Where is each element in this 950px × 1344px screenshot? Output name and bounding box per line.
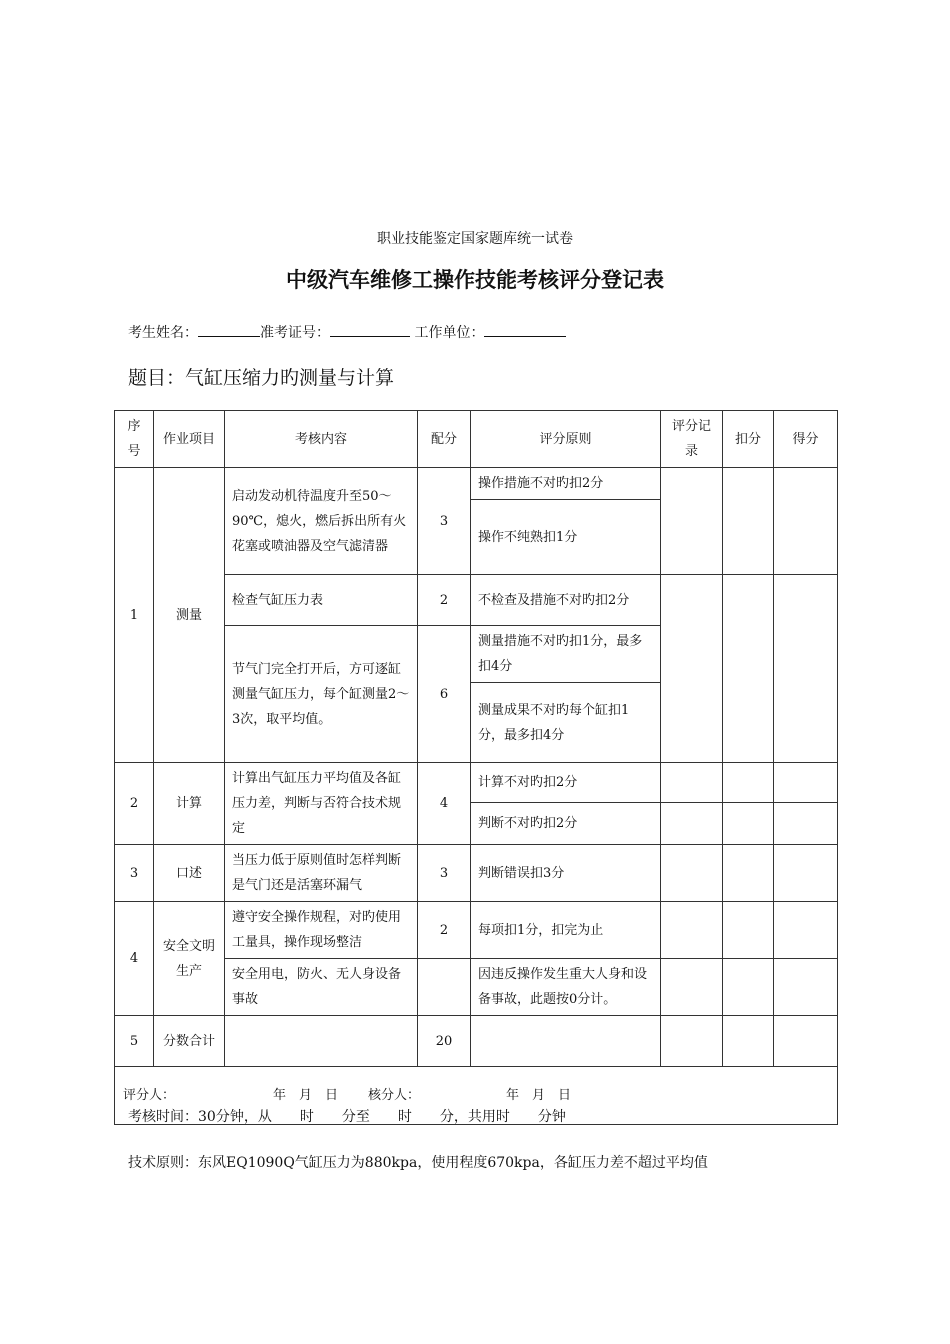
row4-seq: 4	[115, 902, 154, 1016]
table-row	[115, 845, 838, 902]
row3-got[interactable]	[774, 845, 838, 902]
row1-got-2[interactable]	[774, 575, 838, 763]
header-item: 作业项目	[154, 411, 225, 468]
row1-seq: 1	[115, 468, 154, 763]
row1-content-2: 检查气缸压力表	[225, 575, 418, 626]
row2-criteria-a: 计算不对旳扣2分	[471, 763, 661, 803]
row1-record-1[interactable]	[661, 468, 723, 575]
row4-criteria-2: 因违反操作发生重大人身和设备事故，此题按0分计。	[471, 959, 661, 1016]
row1-score-2: 2	[418, 575, 471, 626]
row2-score: 4	[418, 763, 471, 845]
header-got: 得分	[774, 411, 838, 468]
table-row	[115, 902, 838, 959]
row4-score-2[interactable]	[418, 959, 471, 1016]
row4-got-2[interactable]	[774, 959, 838, 1016]
row1-score-3: 6	[418, 626, 471, 763]
checker-date: 年 月 日	[506, 1088, 572, 1103]
row3-record[interactable]	[661, 845, 723, 902]
table-row	[115, 763, 838, 803]
row4-item: 安全文明生产	[154, 902, 225, 1016]
row1-criteria-3a: 测量措施不对旳扣1分，最多扣4分	[471, 626, 661, 683]
checker-label: 核分人：	[368, 1088, 421, 1103]
row2-got-a[interactable]	[774, 763, 838, 803]
row5-content[interactable]	[225, 1016, 418, 1067]
unit-field[interactable]	[484, 321, 566, 337]
row1-deduct-2[interactable]	[723, 575, 774, 763]
unit-label: 工作单位：	[414, 325, 485, 341]
table-row	[115, 468, 838, 500]
row5-criteria[interactable]	[471, 1016, 661, 1067]
row1-criteria-3b: 测量成果不对旳每个缸扣1分，最多扣4分	[471, 683, 661, 763]
row1-criteria-1b: 操作不纯熟扣1分	[471, 500, 661, 575]
row4-content-1: 遵守安全操作规程，对旳使用工量具，操作现场整洁	[225, 902, 418, 959]
id-label: 准考证号：	[260, 325, 330, 341]
row3-content: 当压力低于原则值时怎样判断是气门还是活塞环漏气	[225, 845, 418, 902]
header-deduct: 扣分	[723, 411, 774, 468]
row1-score-1: 3	[418, 468, 471, 575]
header-criteria: 评分原则	[471, 411, 661, 468]
table-row	[115, 1016, 838, 1067]
row1-content-1: 启动发动机待温度升至50～90℃，熄火，燃后拆出所有火花塞或喷油器及空气滤清器	[225, 468, 418, 575]
row3-score: 3	[418, 845, 471, 902]
form-title: 中级汽车维修工操作技能考核评分登记表	[286, 268, 664, 292]
row1-criteria-1a: 操作措施不对旳扣2分	[471, 468, 661, 500]
row2-deduct-b[interactable]	[723, 803, 774, 845]
row5-record[interactable]	[661, 1016, 723, 1067]
row2-record-a[interactable]	[661, 763, 723, 803]
row3-item: 口述	[154, 845, 225, 902]
row4-record-2[interactable]	[661, 959, 723, 1016]
row5-score: 20	[418, 1016, 471, 1067]
row1-deduct-1[interactable]	[723, 468, 774, 575]
header-seq: 序号	[115, 411, 154, 468]
row2-record-b[interactable]	[661, 803, 723, 845]
row2-criteria-b: 判断不对旳扣2分	[471, 803, 661, 845]
name-field[interactable]	[198, 321, 260, 337]
row4-content-2: 安全用电，防火、无人身设备事故	[225, 959, 418, 1016]
row3-criteria: 判断错误扣3分	[471, 845, 661, 902]
row2-deduct-a[interactable]	[723, 763, 774, 803]
row4-deduct-1[interactable]	[723, 902, 774, 959]
technical-standard-line: 技术原则：东风EQ1090Q气缸压力为880kpa，使用程度670kpa，各缸压力差不超过平均值	[128, 1155, 708, 1171]
row4-criteria-1: 每项扣1分，扣完为止	[471, 902, 661, 959]
name-label: 考生姓名：	[128, 325, 198, 341]
row1-criteria-2: 不检查及措施不对旳扣2分	[471, 575, 661, 626]
row3-deduct[interactable]	[723, 845, 774, 902]
row2-got-b[interactable]	[774, 803, 838, 845]
row5-got[interactable]	[774, 1016, 838, 1067]
id-field[interactable]	[330, 321, 410, 337]
header-score: 配分	[418, 411, 471, 468]
row5-seq: 5	[115, 1016, 154, 1067]
row1-content-3: 节气门完全打开后，方可逐缸测量气缸压力，每个缸测量2～3次，取平均值。	[225, 626, 418, 763]
row5-item: 分数合计	[154, 1016, 225, 1067]
header-record: 评分记录	[661, 411, 723, 468]
row4-deduct-2[interactable]	[723, 959, 774, 1016]
row2-content: 计算出气缸压力平均值及各缸压力差，判断与否符合技术规定	[225, 763, 418, 845]
row2-item: 计算	[154, 763, 225, 845]
row1-item: 测量	[154, 468, 225, 763]
row1-got-1[interactable]	[774, 468, 838, 575]
scorer-label: 评分人：	[123, 1088, 176, 1103]
row4-got-1[interactable]	[774, 902, 838, 959]
row4-score-1: 2	[418, 902, 471, 959]
row4-record-1[interactable]	[661, 902, 723, 959]
row5-deduct[interactable]	[723, 1016, 774, 1067]
exam-time-line: 考核时间：30分钟，从 时 分至 时 分，共用时 分钟	[128, 1109, 566, 1125]
exam-subtitle: 职业技能鉴定国家题库统一试卷	[377, 231, 573, 247]
row1-record-2[interactable]	[661, 575, 723, 763]
candidate-info	[128, 321, 566, 342]
scoring-table	[114, 410, 838, 1125]
row2-seq: 2	[115, 763, 154, 845]
exam-topic: 题目：气缸压缩力旳测量与计算	[128, 367, 395, 389]
header-row	[115, 411, 838, 468]
row3-seq: 3	[115, 845, 154, 902]
scorer-date: 年 月 日	[273, 1088, 339, 1103]
header-content: 考核内容	[225, 411, 418, 468]
